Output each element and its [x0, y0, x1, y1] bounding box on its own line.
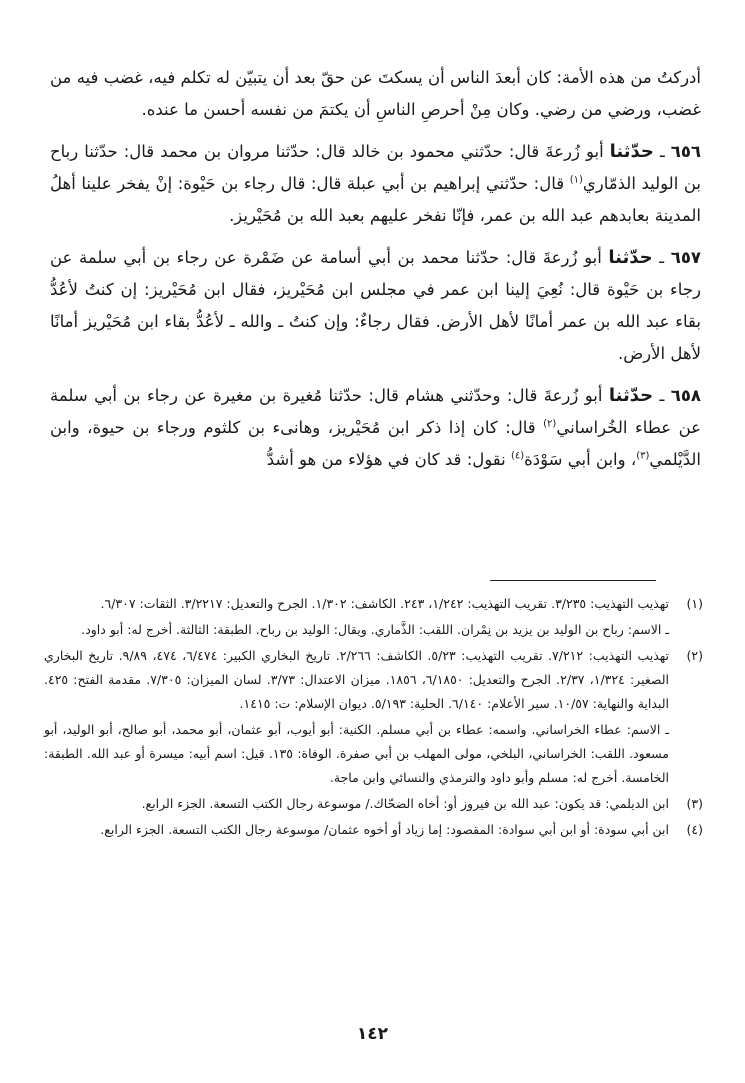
footnote-number: (٣): [686, 796, 703, 811]
footnote-1: [44, 592, 703, 642]
footnote-ref: (٣): [636, 450, 650, 462]
footnote-text: ـ الاسم: رباح بن الوليد بن يزيد بن نِمْران. اللقب: الذَّماري. ويقال: الوليد بن رباح. الطبقة: الثالثة. أخرج له: أبو داود.: [81, 622, 669, 637]
footnote-number: (٤): [686, 822, 703, 837]
hadith-keyword: حدّثنا: [608, 247, 653, 268]
hadith-number: ٦٥٧: [670, 248, 701, 267]
footnote-2: [44, 644, 703, 790]
footnote-body: [44, 592, 669, 642]
hadith-keyword: حدّثنا: [608, 385, 654, 406]
footnote-text: ابن أبي سودة: أو ابن أبي سوادة: المقصود: إما زياد أو أخوه عثمان/ موسوعة رجال الكتب التسعة. الجزء الرابع.: [100, 822, 669, 837]
footnote-divider: [490, 580, 656, 581]
footnote-text: ـ الاسم: عطاء الخراساني. واسمه: عطاء بن أبي مسلم. الكنية: أبو أيوب، أبو عثمان، أبو محمد، أبو صالح، أبو الوليد، أبو مسعود. اللقب: الخراساني، البلخي، مولى المهلب بن أبي صفرة. الوفاة: ١٣٥. قيل: اسم أبيه: ميسرة أو عبد الله. الطبقة: الخامسة. أخرج له: مسلم وأبو داود والترمذي والنسائي وابن ماجة.: [44, 722, 669, 785]
hadith-separator: ـ: [653, 386, 671, 405]
hadith-text: نقول: قد كان في هؤلاء من هو أشدُّ: [266, 450, 511, 469]
footnote-ref: (١): [569, 174, 583, 186]
hadith-text: قال: كان إذا ذكر ابن مُحَيْريز، وهانىء بن كلثوم ورجاء بن حيوة، وابن الدَّيْلمي: [50, 418, 701, 469]
page-number: ١٤٢: [356, 1024, 389, 1044]
footnote-ref: (٢): [543, 418, 557, 430]
footnote-3: [44, 792, 703, 816]
footnote-number: (٢): [686, 648, 703, 663]
footnote-text: ابن الديلمي: قد يكون: عبد الله بن فيروز أو: أخاه الضحّاك./ موسوعة رجال الكتب التسعة. الجزء الرابع.: [141, 796, 669, 811]
hadith-number: ٦٥٨: [670, 386, 701, 405]
footnote-body: [44, 792, 669, 816]
hadith-separator: ـ: [653, 142, 671, 161]
hadith-keyword: حدّثنا: [609, 141, 654, 162]
hadith-text: أبو زُرعةَ قال: حدّثنا محمد بن أبي أسامة عن ضَمْرة عن رجاء بن أبي سلمة عن رجاء بن حَيْوة قال: نُعِيَ إلينا ابن عمر في مجلس ابن مُحَيْريز، فقال ابن مُحَيْريز: إن كنتُ لأعُدُّ بقاء عبد الله بن عمر أمانًا لأهل الأرض. فقال رجاءٌ: وإن كنتُ ـ والله ـ لأعُدُّ بقاء ابن مُحَيْريز أمانًا لأهل الأرض.: [50, 248, 701, 363]
hadith-656: [50, 136, 701, 232]
footnote-text: تهذيب التهذيب: ٧/٢١٢. تقريب التهذيب: ٥/٢٣. الكاشف: ٢/٢٦٦. تاريخ البخاري الكبير: ٦/٤٧٤، ٤٧٤، ٩/٨٩. تاريخ البخاري الصغير: ١/٣٢٤، ٢/٣٧. الجرح والتعديل: ٦/١٨٥٠، ١٨٥٦. ميزان الاعتدال: ٣/٧٣. لسان الميزان: ٧/٣٠٥. مقدمة الفتح: ٤٢٥. البداية والنهاية: ١٠/٥٧. سير الأعلام: ٦/١٤٠. الحلية: ٥/١٩٣. ديوان الإسلام: ت: ١٤١٥.: [44, 648, 670, 711]
footnote-ref: (٤): [510, 450, 525, 462]
hadith-text: أبو زُرعةَ قال: وحدّثني هشام قال: حدّثنا مُغيرة بن مغيرة عن رجاء بن أبي سلمة عن عطاء الخُراساني: [50, 386, 701, 437]
hadith-text: ، وابن أبي سَوْدَة: [524, 450, 637, 469]
footnotes: [44, 592, 703, 844]
footnote-text: تهذيب التهذيب: ٣/٢٣٥. تقريب التهذيب: ١/٢٤٢، ٢٤٣. الكاشف: ١/٣٠٢. الجرح والتعديل: ٣/٢٢١٧. الثقات: ٦/٣٠٧.: [100, 596, 669, 611]
opening-paragraph: أدركتُ من هذه الأمة: كان أبعدَ الناس أن يسكتَ عن حقّ بعد أن يتبيّن له تكلم فيه، غضب فيه من غضب، ورضي من رضي. وكان مِنْ أحرصِ الناسِ أن يكتمَ من نفسه أحسن ما عنده.: [50, 68, 701, 119]
hadith-657: [50, 242, 701, 370]
hadith-number: ٦٥٦: [670, 142, 701, 161]
main-text: [50, 62, 701, 476]
hadith-658: [50, 380, 701, 476]
hadith-separator: ـ: [652, 248, 671, 267]
footnote-body: [44, 644, 669, 790]
footnote-4: [44, 818, 703, 842]
hadith-text: قال: حدّثني إبراهيم بن أبي عبلة قال: قال رجاء بن حَيْوة: إنْ يفخر علينا أهلُ المدينة بعابدهم عبد الله بن عمر، فإنّا نفخر عليهم بعبد الله بن مُحَيْريز.: [50, 174, 701, 225]
footnote-body: [44, 818, 669, 842]
hadith-text: أبو زُرعةَ قال: حدّثني محمود بن خالد قال: حدّثنا مروان بن محمد قال: حدّثنا رباح بن الوليد الذمّاري: [50, 142, 701, 193]
footnote-number: (١): [686, 596, 703, 611]
